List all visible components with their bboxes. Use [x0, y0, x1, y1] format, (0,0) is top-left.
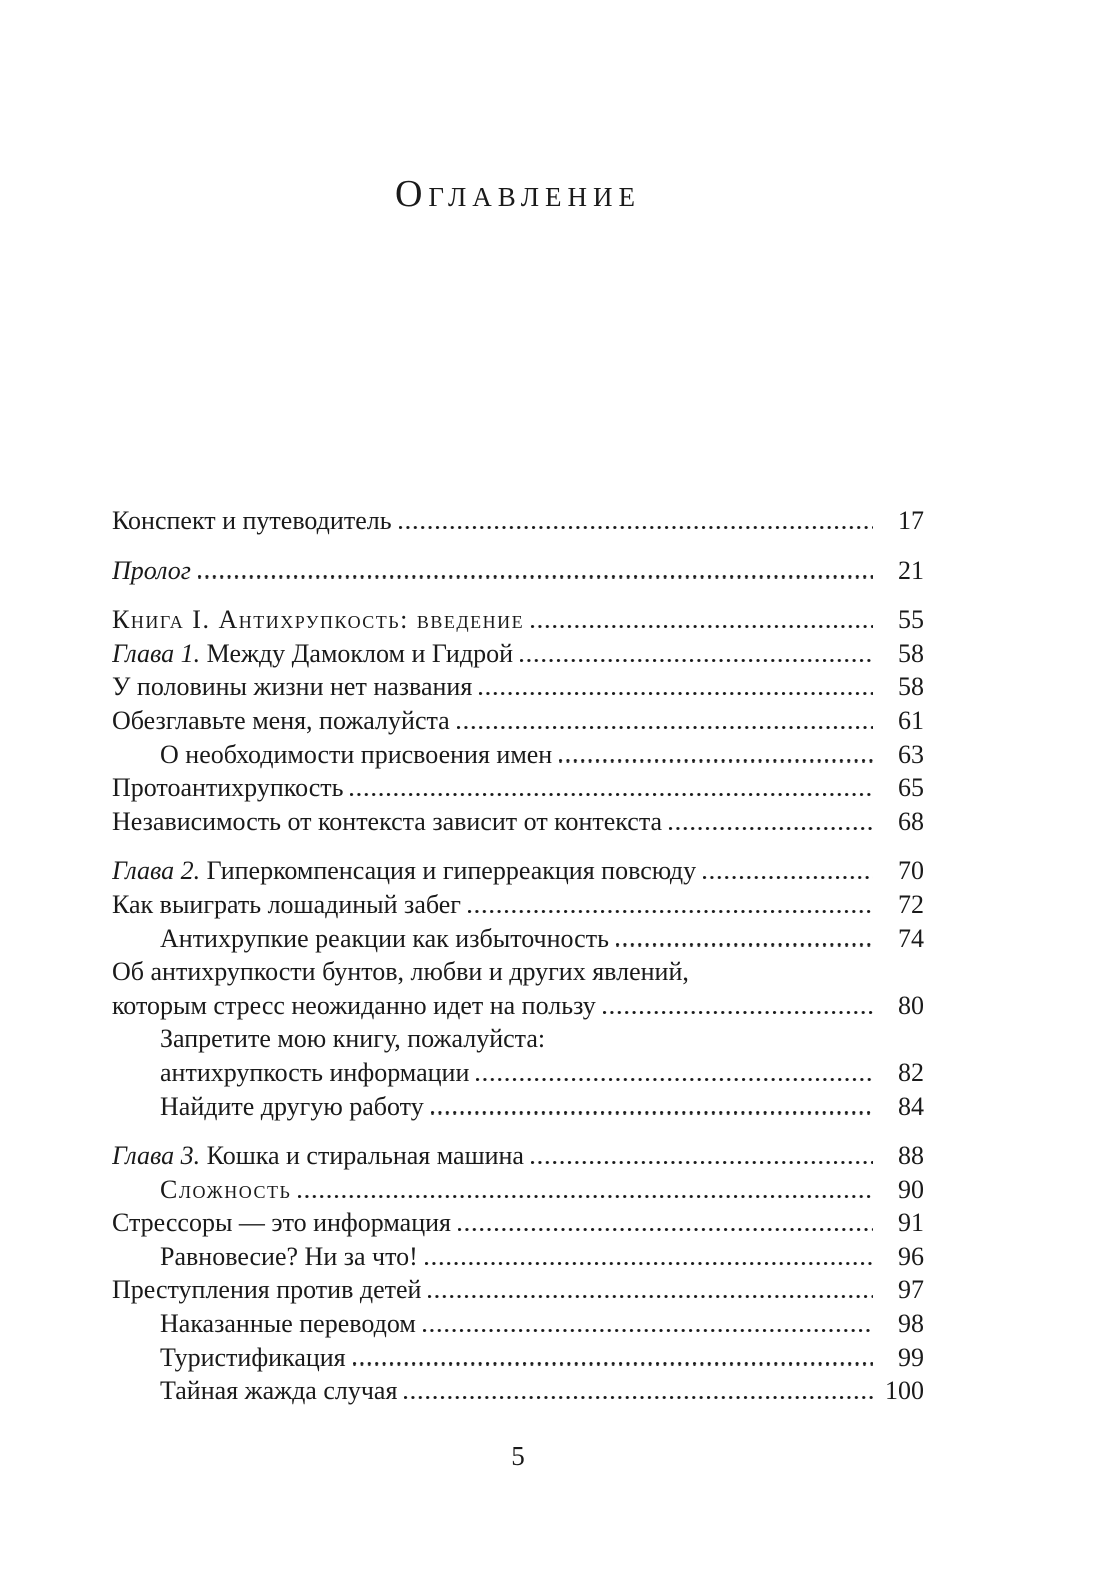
dot-leader: [479, 692, 873, 695]
page-title: Оглавление: [394, 173, 642, 215]
dot-leader: [353, 1362, 873, 1365]
page-number: 72: [898, 889, 924, 919]
dot-leader: [431, 1111, 873, 1114]
toc-entry-text: Конспект и путеводитель: [112, 506, 392, 535]
dot-leader: [404, 1396, 873, 1399]
page-number: 84: [898, 1091, 924, 1121]
toc-entry-text: Туристификация: [160, 1342, 346, 1372]
page-number: 99: [898, 1342, 924, 1372]
dot-leader: [603, 1011, 873, 1014]
page-number: 90: [898, 1174, 924, 1204]
toc-entry-text: Об антихрупкости бунтов, любви и других явлений,: [112, 957, 689, 987]
toc-entry-text: Глава 1. Между Дамоклом и Гидрой: [112, 638, 513, 668]
toc-entry-text: Стрессоры — это информация: [112, 1208, 451, 1238]
dot-leader: [423, 1329, 873, 1332]
toc-entry-text: Глава 3. Кошка и стиральная машина: [112, 1141, 524, 1171]
page-number: 91: [898, 1208, 924, 1238]
toc-entry-text: Независимость от контекста зависит от контекста: [112, 806, 663, 836]
toc-entry-text: антихрупкость информации: [160, 1057, 470, 1087]
dot-leader: [198, 575, 873, 578]
page-number: 70: [898, 856, 924, 886]
dot-leader: [298, 1195, 873, 1198]
toc-entry-text: Найдите другую работу: [160, 1091, 424, 1121]
toc-entry: [112, 504, 924, 538]
toc-entry: [112, 854, 924, 888]
page-number: 65: [898, 773, 924, 803]
toc-entry-text: У половины жизни нет названия: [112, 672, 473, 702]
dot-leader: [669, 827, 873, 830]
toc-entry: [112, 637, 924, 671]
toc-entry: [112, 1341, 924, 1375]
page-number: 98: [898, 1309, 924, 1339]
dot-leader: [458, 1228, 873, 1231]
toc-entry-text: Обезглавьте меня, пожалуйста: [112, 705, 450, 735]
toc-entry-text: которым стресс неожиданно идет на пользу: [112, 990, 596, 1020]
toc-entry: [112, 1173, 924, 1207]
toc-entry-text: Книга I. Антихрупкость: введение: [112, 605, 525, 635]
page-number: 68: [898, 806, 924, 836]
dot-leader: [703, 876, 873, 879]
dot-leader: [476, 1078, 873, 1081]
dot-leader: [425, 1262, 873, 1265]
toc-entry: [112, 1090, 924, 1124]
toc-entry-text: Наказанные переводом: [160, 1309, 416, 1339]
toc-entry-text: Антихрупкие реакции как избыточность: [160, 923, 609, 953]
toc-entry-chapter-prefix: Глава 3.: [112, 1141, 201, 1171]
toc-entry: [112, 771, 924, 805]
toc-entry-text: Запретите мою книгу, пожалуйста:: [160, 1024, 546, 1054]
page-number: 74: [898, 923, 924, 953]
toc-entry: [112, 704, 924, 738]
toc-entry: [112, 888, 924, 922]
footer-page-number: 5: [511, 1441, 525, 1471]
dot-leader: [616, 943, 873, 946]
toc-entry: [112, 1139, 924, 1173]
toc-entry: [112, 989, 924, 1023]
page-number: 88: [898, 1141, 924, 1171]
dot-leader: [531, 625, 873, 628]
page-number: 61: [898, 705, 924, 735]
dot-leader: [520, 659, 873, 662]
toc-entry-text: Тайная жажда случая: [160, 1376, 398, 1406]
toc-entry: [112, 1374, 924, 1408]
dot-leader: [428, 1295, 873, 1298]
dot-leader: [457, 726, 873, 729]
toc-entry: [112, 603, 924, 637]
page-number: 21: [898, 555, 924, 585]
page-number: 96: [898, 1241, 924, 1271]
page-number: 80: [898, 990, 924, 1020]
dot-leader: [399, 526, 873, 529]
toc-entry: [112, 738, 924, 772]
toc-entry: [112, 805, 924, 839]
toc-entry-text: Пролог: [112, 555, 191, 585]
toc-entry-chapter-prefix: Глава 1.: [112, 638, 201, 668]
page-number: 97: [898, 1275, 924, 1305]
toc-entry-text: О необходимости присвоения имен: [160, 739, 553, 769]
dot-leader: [559, 759, 873, 762]
toc-entry-text: Сложность: [160, 1174, 292, 1204]
dot-leader: [468, 910, 873, 913]
toc-entry: [112, 1056, 924, 1090]
toc-entry-text: Протоантихрупкость: [112, 773, 344, 803]
toc-entry: [112, 1273, 924, 1307]
page-number: 100: [885, 1376, 924, 1406]
toc-entry: [112, 1022, 924, 1056]
toc-list: [112, 504, 924, 1408]
toc-entry-text: Как выиграть лошадиный забег: [112, 889, 461, 919]
toc-entry-text: Глава 2. Гиперкомпенсация и гиперреакция повсюду: [112, 856, 697, 886]
toc-entry: [112, 1307, 924, 1341]
page-number: 63: [898, 739, 924, 769]
toc-entry: [112, 1240, 924, 1274]
toc-entry-chapter-prefix: Глава 2.: [112, 856, 201, 886]
page-number: 17: [898, 506, 924, 535]
toc-entry: [112, 670, 924, 704]
toc-entry-text: Равновесие? Ни за что!: [160, 1241, 418, 1271]
toc-entry: [112, 955, 924, 989]
page-number: 58: [898, 638, 924, 668]
page-number: 82: [898, 1057, 924, 1087]
toc-entry: [112, 554, 924, 588]
toc-entry: [112, 922, 924, 956]
dot-leader: [531, 1161, 873, 1164]
toc-entry: [112, 1206, 924, 1240]
dot-leader: [350, 793, 873, 796]
page-number: 55: [898, 605, 924, 635]
toc-entry-text: Преступления против детей: [112, 1275, 422, 1305]
page-number: 58: [898, 672, 924, 702]
